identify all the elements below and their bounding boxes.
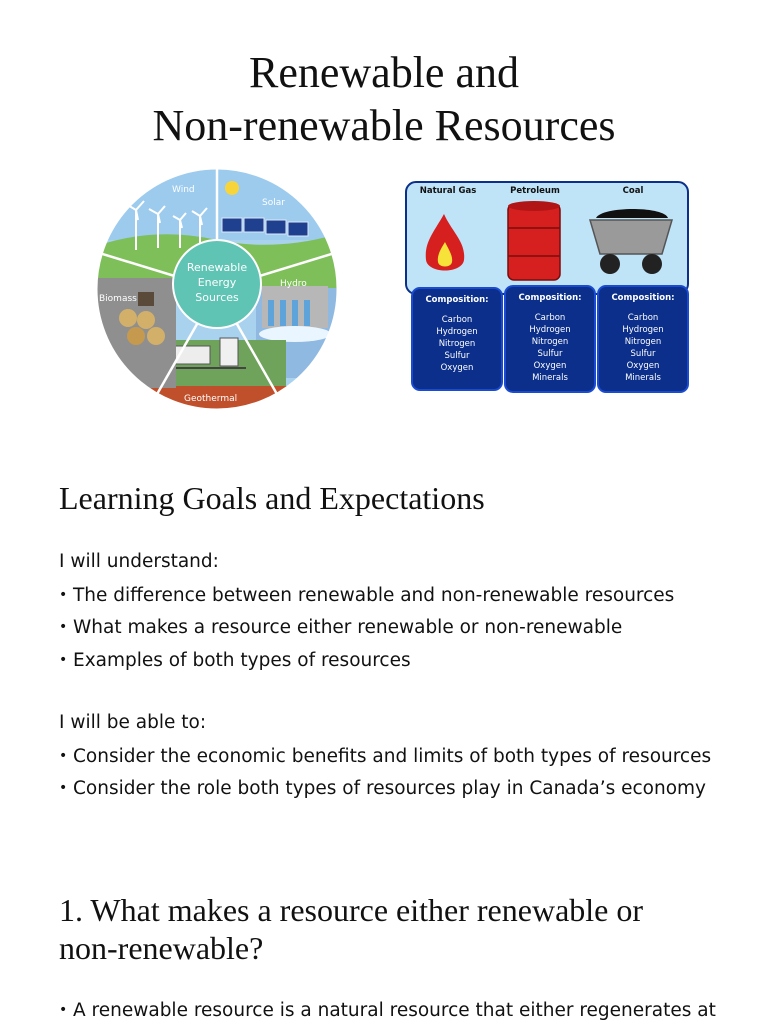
composition-item: Nitrogen — [531, 337, 569, 347]
able-item: • Consider the role both types of resources play in Canada’s economy — [59, 778, 707, 799]
composition-item: Sulfur — [444, 351, 470, 361]
center-label-2: Energy — [197, 276, 237, 289]
composition-item: Carbon — [534, 313, 566, 323]
composition-item: Oxygen — [626, 361, 660, 371]
composition-heading: Composition: — [518, 293, 582, 303]
composition-item: Oxygen — [440, 363, 474, 373]
title-line-2: Non-renewable Resources — [152, 101, 616, 150]
composition-item: Carbon — [627, 313, 659, 323]
petroleum-label: Petroleum — [510, 186, 560, 196]
composition-item: Nitrogen — [624, 337, 662, 347]
understand-intro: I will understand: — [59, 551, 219, 572]
coal-label: Coal — [622, 186, 644, 196]
center-label-1: Renewable — [186, 261, 248, 274]
nonrenewable-resources-panel — [404, 180, 690, 394]
learning-goals-heading: Learning Goals and Expectations — [59, 480, 485, 516]
solar-label: Solar — [262, 198, 285, 208]
composition-item: Sulfur — [630, 349, 656, 359]
section-1-heading-line-1: 1. What makes a resource either renewable or — [59, 892, 644, 928]
composition-heading: Composition: — [611, 293, 675, 303]
composition-item: Hydrogen — [529, 325, 571, 335]
composition-item: Oxygen — [533, 361, 567, 371]
page-title — [0, 46, 768, 152]
composition-item: Carbon — [441, 315, 473, 325]
composition-item: Hydrogen — [622, 325, 664, 335]
title-line-1: Renewable and — [249, 48, 519, 97]
renewable-energy-wheel — [96, 168, 338, 410]
sun-icon — [225, 181, 239, 195]
hydro-label: Hydro — [280, 279, 307, 289]
hydro-dam-icon — [259, 286, 331, 342]
composition-item: Minerals — [625, 373, 661, 383]
able-item: • Consider the economic benefits and limits of both types of resources — [59, 746, 712, 767]
wind-label: Wind — [172, 185, 195, 195]
understand-item: • The difference between renewable and non-renewable resources — [59, 585, 675, 606]
section-1-bullet: • A renewable resource is a natural resource that either regenerates at — [59, 1000, 716, 1021]
natural-gas-label: Natural Gas — [419, 186, 477, 196]
composition-item: Sulfur — [537, 349, 563, 359]
understand-item: • Examples of both types of resources — [59, 650, 411, 671]
composition-item: Minerals — [532, 373, 568, 383]
composition-item: Hydrogen — [436, 327, 478, 337]
able-intro: I will be able to: — [59, 712, 207, 733]
understand-item: • What makes a resource either renewable or non-renewable — [59, 617, 623, 638]
geothermal-label: Geothermal — [184, 394, 238, 404]
biomass-label: Biomass — [99, 294, 137, 304]
oil-barrel-icon — [508, 201, 560, 280]
section-1-heading — [59, 891, 749, 967]
composition-heading: Composition: — [425, 295, 489, 305]
center-label-3: Sources — [195, 291, 239, 304]
section-1-heading-line-2: non-renewable? — [59, 930, 264, 966]
composition-item: Nitrogen — [438, 339, 476, 349]
